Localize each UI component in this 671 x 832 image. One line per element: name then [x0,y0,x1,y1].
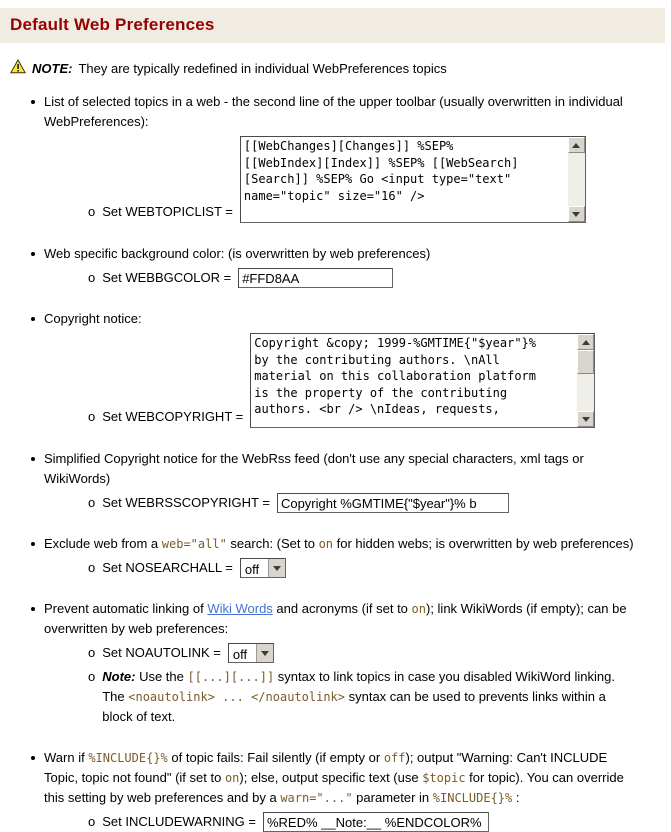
pref-description [44,748,642,808]
web-preferences-page [0,8,671,828]
pref-item-webrsscopyright [44,449,644,513]
text-run: : [512,790,520,805]
scroll-thumb[interactable] [577,350,594,374]
webrsscopyright-label: Set WEBRSSCOPYRIGHT = [102,495,270,510]
note-sub-row [88,667,644,727]
pref-description [44,92,642,132]
webbgcolor-input[interactable] [238,268,393,288]
setting-row [88,268,644,288]
includewarning-input[interactable] [263,812,489,832]
sub-bullet: o [88,669,96,684]
webrsscopyright-input[interactable] [277,493,509,513]
text-run: syntax can be used to prevents links within a block of text. [102,689,606,724]
dropdown-button[interactable] [256,644,273,662]
setting-row [88,493,644,513]
setting-row [88,136,644,223]
down-arrow-icon [582,417,590,422]
pref-item-includewarning [44,748,644,832]
sub-bullet: o [88,270,96,285]
scroll-down-button[interactable] [568,206,585,222]
dropdown-button[interactable] [268,559,285,577]
inline-code: $topic [422,771,466,785]
setting-row [88,558,644,578]
sub-bullet: o [88,560,96,575]
scrollbar[interactable] [568,137,585,222]
inline-code: on [411,602,426,616]
inline-code: web="all" [161,537,227,551]
webtopiclist-textarea[interactable] [241,137,568,222]
preference-list [0,92,671,832]
scroll-track[interactable] [568,153,585,206]
inline-code: on [224,771,240,785]
inline-code: off [383,751,406,765]
sub-bullet: o [88,645,96,660]
pref-item-noautolink [44,599,644,727]
noautolink-label: Set NOAUTOLINK = [102,645,221,660]
inline-code: %INCLUDE{}% [88,751,168,765]
text-run: Use the [135,669,188,684]
pref-description [44,599,642,639]
text-run: syntax to link topics in case you disabled WikiWord linking. The [102,669,615,704]
scroll-down-button[interactable] [577,411,594,427]
text-run: ); else, output specific text (use [239,770,423,785]
webbgcolor-label: Set WEBBGCOLOR = [102,270,232,285]
webtopiclist-textarea-frame [240,136,586,223]
text-run: Simplified Copyright notice for the WebRss feed (don't use any special characters, xml tags or WikiWords) [44,451,584,486]
note-emphasis: Note: [102,669,136,684]
note-row [10,59,661,77]
sub-bullet: o [88,409,96,424]
pref-item-webbgcolor [44,244,644,288]
up-arrow-icon [582,340,590,345]
page-title: Default Web Preferences [10,15,215,34]
inline-code: [[...][...]] [187,670,275,684]
webtopiclist-label: Set WEBTOPICLIST = [102,204,233,219]
pref-item-webtopiclist [44,92,644,223]
select-value: off [244,562,260,577]
chevron-down-icon [273,566,281,571]
inline-code: %INCLUDE{}% [432,791,513,805]
pref-description [44,449,642,489]
pref-description [44,534,642,554]
pref-item-nosearchall [44,534,644,578]
sub-bullet: o [88,814,96,829]
inline-code: warn="..." [280,791,353,805]
text-run: ); link WikiWords (if empty); can be overwritten by web preferences: [44,601,627,636]
text-run: of topic fails: Fail silently (if empty or [167,750,384,765]
scroll-up-button[interactable] [568,137,585,153]
text-run: search: (Set to [226,536,319,551]
setting-row [88,333,644,428]
includewarning-label: Set INCLUDEWARNING = [102,814,256,829]
note-label: NOTE: [32,60,73,76]
text-run: and acronyms (if set to [272,601,412,616]
note-text: They are typically redefined in individual WebPreferences topics [78,60,447,76]
pref-description [44,244,642,264]
sub-bullet: o [88,204,96,219]
select-value: off [232,647,248,662]
text-run: Exclude web from a [44,536,162,551]
page-header [0,8,665,43]
text-run: Copyright notice: [44,311,142,326]
webcopyright-textarea[interactable] [251,334,577,427]
webcopyright-label: Set WEBCOPYRIGHT = [102,409,244,424]
text-run: Prevent automatic linking of [44,601,208,616]
webcopyright-textarea-frame [250,333,595,428]
text-run: parameter in [352,790,433,805]
chevron-down-icon [261,651,269,656]
text-run: for topic). You can override this setting by web preferences and by a [44,770,624,805]
noautolink-select[interactable] [228,643,274,663]
wiki-words-link[interactable]: Wiki Words [207,601,273,616]
setting-row [88,643,644,663]
nosearchall-select[interactable] [240,558,286,578]
text-run: List of selected topics in a web - the second line of the upper toolbar (usually overwritten in individual WebPreferences): [44,94,623,129]
text-run: for hidden webs; is overwritten by web preferences) [333,536,634,551]
text-run: Warn if [44,750,89,765]
text-run: Web specific background color: (is overwritten by web preferences) [44,246,431,261]
warning-icon [10,59,26,77]
up-arrow-icon [572,143,580,148]
pref-description [44,309,642,329]
scroll-up-button[interactable] [577,334,594,350]
scrollbar[interactable] [577,334,594,427]
setting-row [88,812,644,832]
scroll-track[interactable] [577,374,594,411]
inline-code: on [318,537,334,551]
sub-bullet: o [88,495,96,510]
pref-item-webcopyright [44,309,644,428]
down-arrow-icon [572,212,580,217]
text-run: ); output "Warning: Can't INCLUDE Topic, topic not found" (if set to [44,750,608,785]
noautolink-note [102,667,634,727]
nosearchall-label: Set NOSEARCHALL = [102,560,233,575]
inline-code: <noautolink> ... </noautolink> [128,690,345,704]
